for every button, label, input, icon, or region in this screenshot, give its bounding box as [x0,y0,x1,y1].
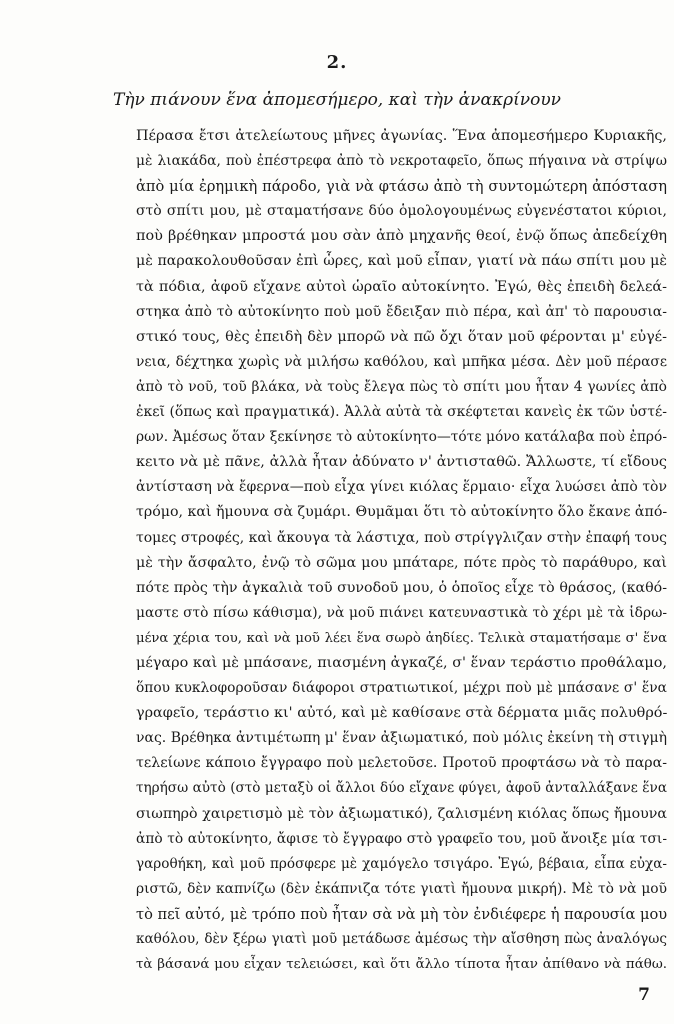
text-line: σιωπηρὸ χαιρετισμὸ μὲ τὸν ἀξιωματικό), ζαλισμένη κιόλας ὅπως ἤμουνα [136,805,667,822]
text-line: τομες στροφές, καὶ ἄκουγα τὰ λάστιχα, ποὺ στρίγγλιζαν στὴν ἐπαφή τους [136,529,667,546]
chapter-title: Τὴν πιάνουν ἕνα ἀπομεσήμερο, καὶ τὴν ἀνακρίνουν [113,90,561,110]
text-line: νας. Βρέθηκα ἀντιμέτωπη μ' ἕναν ἀξιωματικό, ποὺ μόλις ἐκείνη τὴ στιγμὴ [136,730,667,747]
text-line: μὲ λιακάδα, ποὺ ἐπέστρεφα ἀπὸ τὸ νεκροταφεῖο, ὅπως πήγαινα νὰ στρίψω [136,153,667,170]
text-line: μὲ παρακολουθοῦσαν ἐπὶ ὧρες, καὶ μοῦ εἶπαν, γιατί νὰ πάω σπίτι μου μὲ [136,253,667,270]
text-line: μαστε στὸ πίσω κάθισμα), νὰ μοῦ πιάνει κατευναστικὰ τὸ χέρι μὲ τὰ ἱδρω- [136,604,667,621]
text-line: τὰ βάσανά μου εἶχαν τελειώσει, καὶ ὅτι ἄλλο τίποτα ἦταν ἀπίθανο νὰ πάθω. [136,957,667,973]
text-line: μέγαρο καὶ μὲ μπάσανε, πιασμένη ἀγκαζέ, σ' ἕναν τεράστιο προθάλαμο, [136,654,667,671]
text-line: ἀντίσταση νὰ ἔφερνα—ποὺ εἶχα γίνει κιόλας ἕρμαιο· εἶχα λυώσει ἀπὸ τὸν [136,479,667,496]
text-line: καθόλου, δὲν ξέρω γιατὶ μοῦ μετάδωσε ἀμέσως τὴν αἴσθηση πὼς ἀναλόγως [136,931,667,947]
text-line: ἀπὸ τὸ αὐτοκίνητο, ἄφισε τὸ ἔγγραφο στὸ γραφεῖο του, μοῦ ἄνοιξε μία τσι- [136,830,667,847]
text-line: στὸ σπίτι μου, μὲ σταματήσανε δύο ὁμολογουμένως εὐγενέστατοι κύριοι, [136,203,667,220]
text-line: ἐκεῖ (ὅπως καὶ πραγματικά). Ἀλλὰ αὐτὰ τὰ σκέφτεται κανεὶς ἐκ τῶν ὑστέ- [136,404,667,421]
text-line: ἀπὸ μία ἐρημικὴ πάροδο, γιὰ νὰ φτάσω ἀπὸ τὴ συντομώτερη ἀπόσταση [136,178,667,196]
chapter-number: 2. [326,52,348,73]
text-line: μένα χέρια του, καὶ νὰ μοῦ λέει ἕνα σωρὸ ἀηδίες. Τελικὰ σταματήσαμε σ' ἕνα [136,630,667,646]
text-line: γραφεῖο, τεράστιο κι' αὐτό, καὶ μὲ καθίσανε στὰ δέρματα μιᾶς πολυθρό- [136,705,667,722]
text-line: τρόμο, καὶ ἤμουνα σὰ ζυμάρι. Θυμᾶμαι ὅτι τὸ αὐτοκίνητο ὅλο ἔκανε ἀπό- [136,504,667,521]
text-line: Πέρασα ἔτσι ἀτελείωτους μῆνες ἀγωνίας. Ἕνα ἀπομεσήμερο Κυριακῆς, [136,128,667,144]
text-line: ποὺ βρέθηκαν μπροστά μου σὰν ἀπὸ μηχανῆς θεοί, ἐνῷ ὅπως ἀπεδείχθη [136,228,667,245]
text-line: στικό τους, θὲς ἐπειδὴ δὲν μπορῶ νὰ πῶ ὄχι ὅταν μοῦ φέρονται μ' εὐγέ- [136,328,667,345]
text-line: τὸ πεῖ αὐτό, μὲ τρόπο ποὺ ἦταν σὰ νὰ μὴ τὸν ἐνδιέφερε ἡ παρουσία μου [136,905,667,923]
text-line: ρων. Ἀμέσως ὅταν ξεκίνησε τὸ αὐτοκίνητο—τότε μόνο κατάλαβα ποὺ ἐπρό- [136,429,667,446]
text-line: κειτο νὰ μὲ πᾶνε, ἀλλὰ ἦταν ἀδύνατο ν' ἀντισταθῶ. Ἄλλωστε, τί εἴδους [136,454,667,471]
page-number: 7 [638,985,650,1005]
text-line: γαροθήκη, καὶ μοῦ πρόσφερε μὲ χαμόγελο τσιγάρο. Ἐγώ, βέβαια, εἶπα εὐχα- [136,855,667,872]
text-line: νεια, δέχτηκα χωρὶς νὰ μιλήσω καθόλου, καὶ μπῆκα μέσα. Δὲν μοῦ πέρασε [136,353,667,370]
text-line: ἀπὸ τὸ νοῦ, τοῦ βλάκα, νὰ τοὺς ἔλεγα πὼς τὸ σπίτι μου ἦταν 4 γωνίες ἀπὸ [136,378,667,395]
text-line: πότε πρὸς τὴν ἀγκαλιὰ τοῦ συνοδοῦ μου, ὁ ὁποῖος εἶχε τὸ θράσος, (καθό- [136,579,667,596]
text-line: τηρήσω αὐτὸ (στὸ μεταξὺ οἱ ἄλλοι δύο εἴχανε φύγει, ἀφοῦ ἀνταλλάξανε ἕνα [136,780,667,797]
text-line: στηκα ἀπὸ τὸ αὐτοκίνητο ποὺ μοῦ ἔδειξαν πιὸ πέρα, καὶ ἀπ' τὸ παρουσια- [136,303,667,320]
text-line: τὰ πόδια, ἀφοῦ εἴχανε αὐτοὶ ὡραῖο αὐτοκίνητο. Ἐγώ, θὲς ἐπειδὴ δελεά- [136,278,667,295]
text-line: ὅπου κυκλοφοροῦσαν διάφοροι στρατιωτικοί, μέχρι ποὺ μὲ μπάσανε σ' ἕνα [136,680,667,697]
text-line: ριστῶ, δὲν καπνίζω (δὲν ἐκάπνιζα τότε γιατὶ ἤμουνα μικρή). Μὲ τὸ νὰ μοῦ [136,880,667,897]
body-text [136,124,667,977]
text-line: τελείωνε κάποιο ἔγγραφο ποὺ μελετοῦσε. Προτοῦ προφτάσω νὰ τὸ παρα- [136,755,667,772]
text-line: μὲ τὴν ἄσφαλτο, ἐνῷ τὸ σῶμα μου μπάταρε, πότε πρὸς τὸ παράθυρο, καὶ [136,554,667,571]
